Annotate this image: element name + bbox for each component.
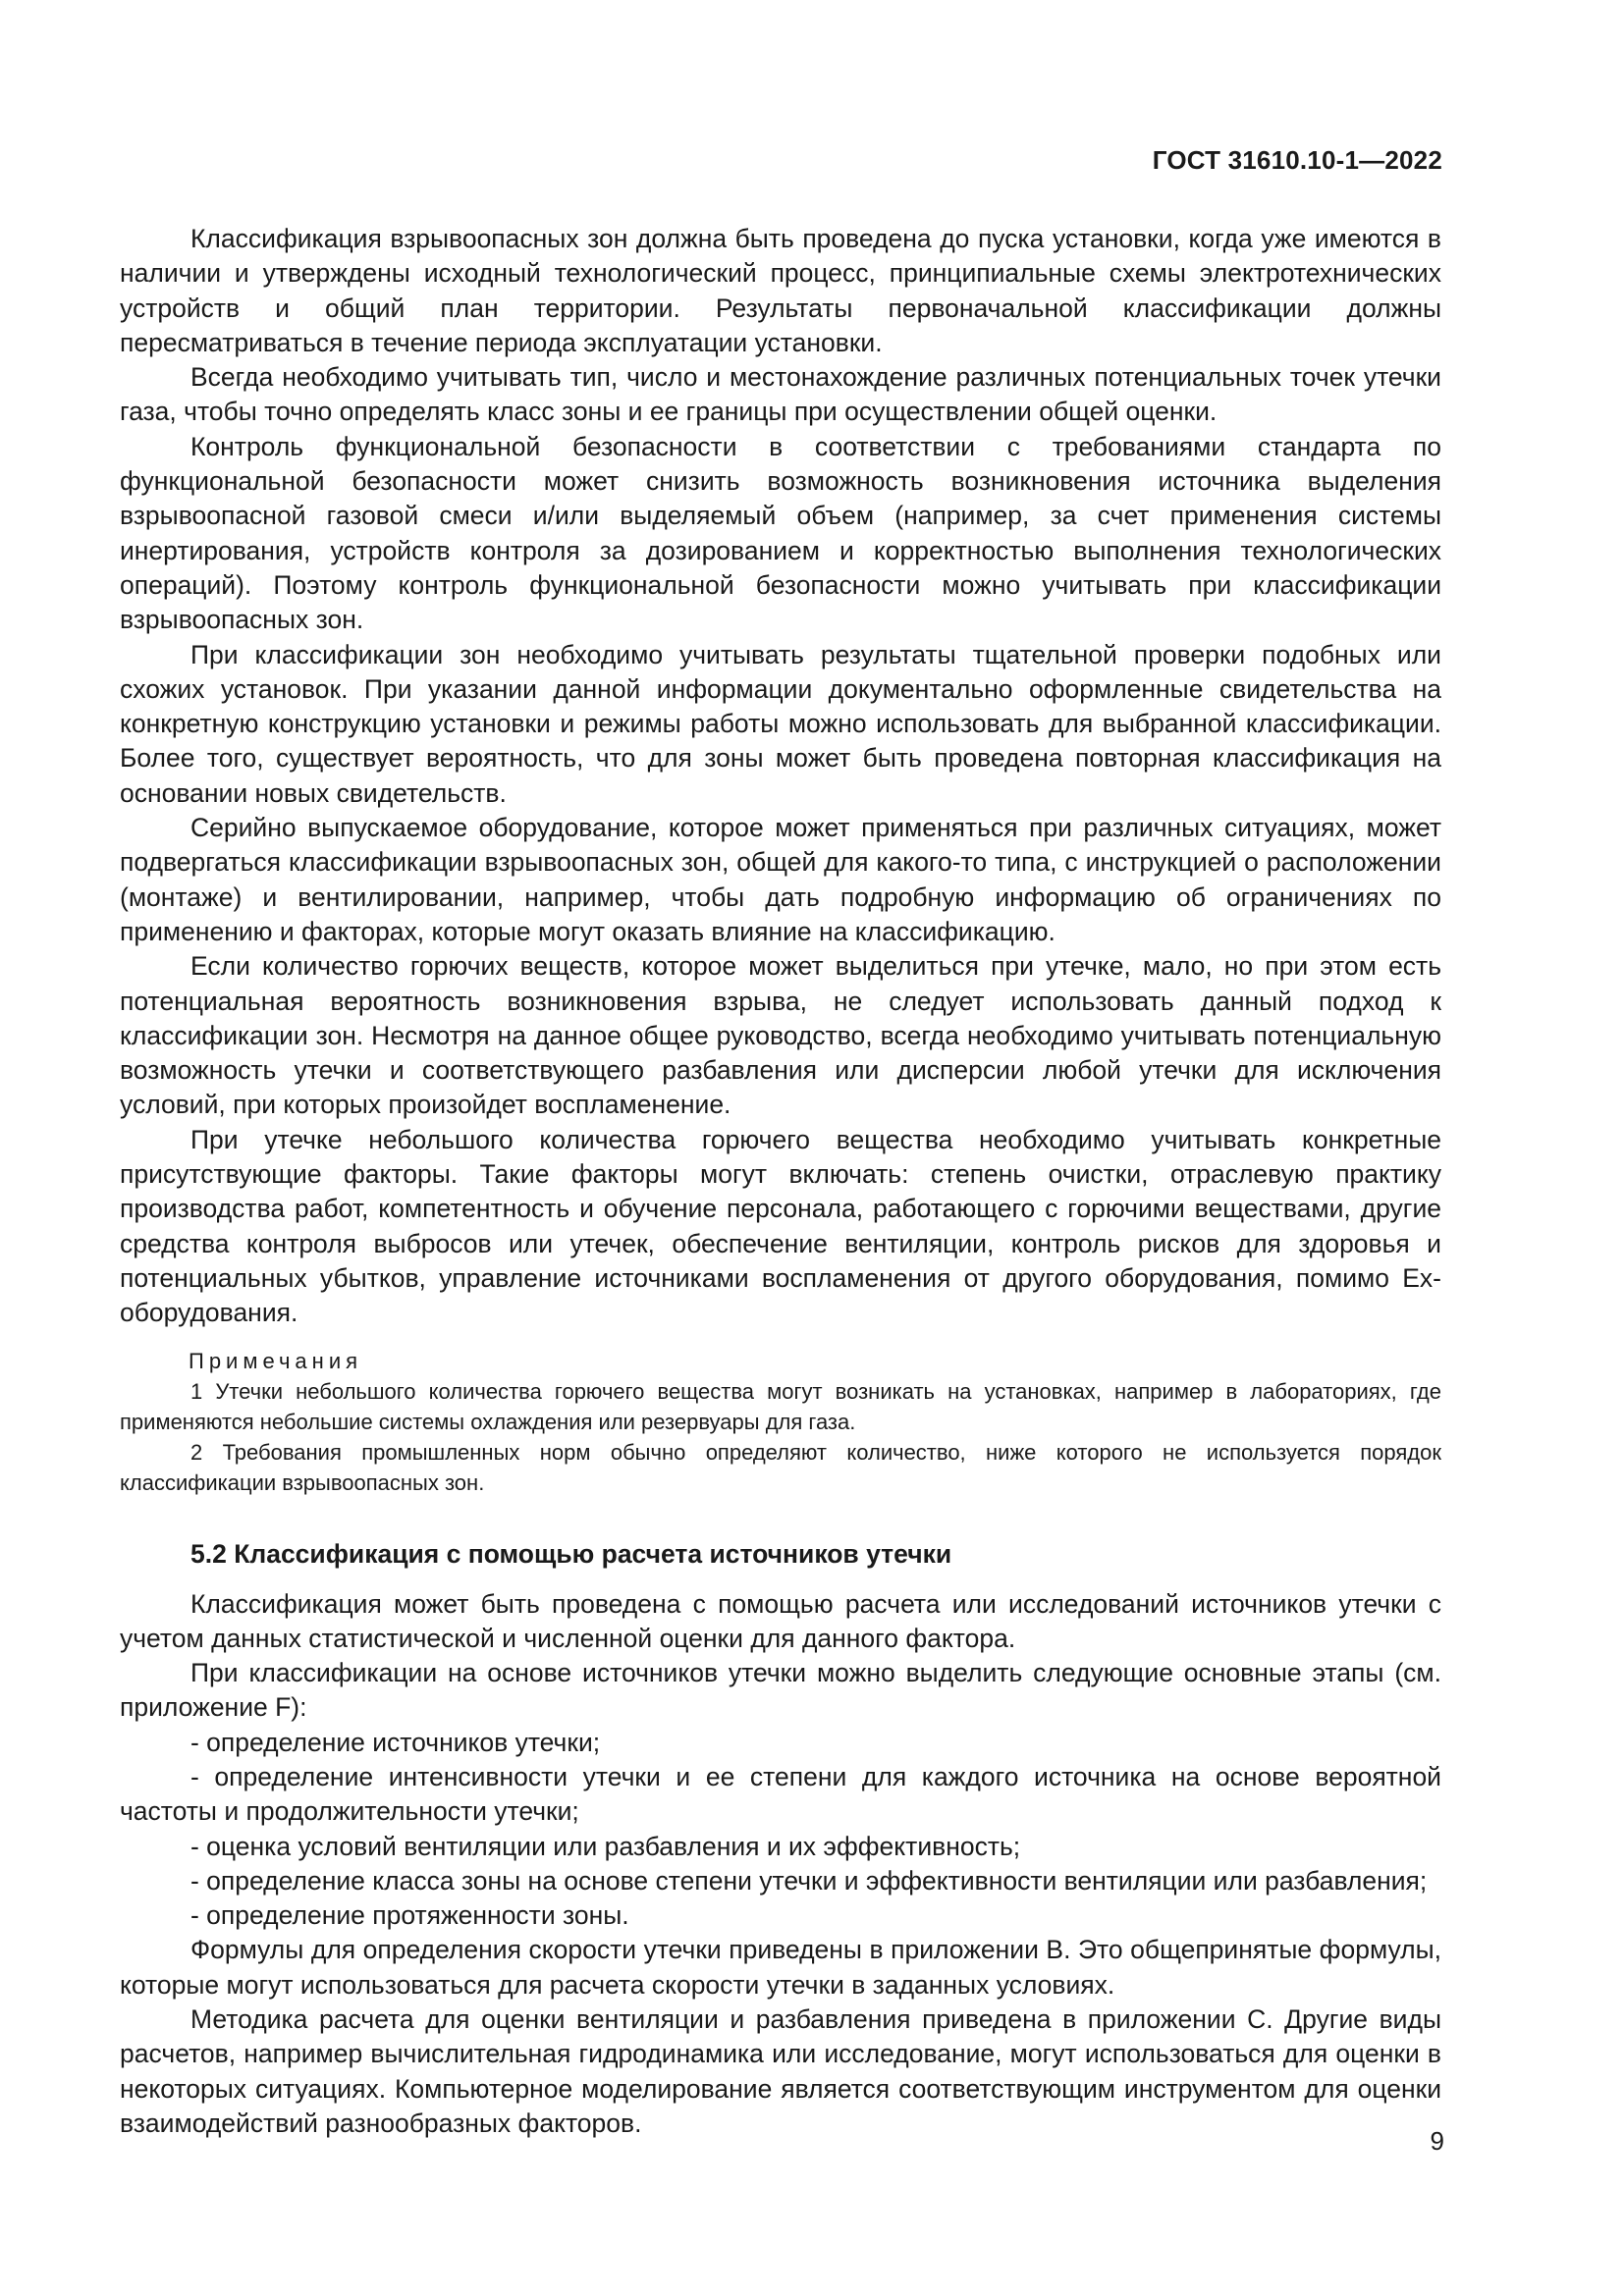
list-item: - определение интенсивности утечки и ее степени для каждого источника на основе вероятной частоты и продолжительности утечки; xyxy=(120,1761,1441,1827)
paragraph: Серийно выпускаемое оборудование, которое может применяться при различных ситуациях, может подвергаться классификации взрывоопасных зон, общей для какого-то типа, с инструкцией о расположении (монтаже) и вентилировании, например, чтобы дать подробную информацию об ограничениях по применению и факторах, которые могут оказать влияние на классификацию. xyxy=(120,813,1441,946)
main-content xyxy=(120,222,1441,2141)
note-item: 1 Утечки небольшого количества горючего вещества могут возникать на установках, например в лабораториях, где применяются небольшие системы охлаждения или резервуары для газа. xyxy=(120,1378,1441,1434)
page-number: 9 xyxy=(1430,2126,1444,2156)
paragraph: Если количество горючих веществ, которое может выделиться при утечке, мало, но при этом есть потенциальная вероятность возникновения взрыва, не следует использовать данный подход к классификации зон. Несмотря на данное общее руководство, всегда необходимо учитывать потенциальную возможность утечки и соответствующего разбавления или дисперсии любой утечки для исключения условий, при которых произойдет воспламенение. xyxy=(120,951,1441,1120)
paragraph: Классификация взрывоопасных зон должна быть проведена до пуска установки, когда уже имеются в наличии и утверждены исходный технологический процесс, принципиальные схемы электротехнических устройств и общий план территории. Результаты первоначальной классификации должны пересматриваться в течение периода эксплуатации установки. xyxy=(120,224,1441,357)
paragraph: Всегда необходимо учитывать тип, число и местонахождение различных потенциальных точек утечки газа, чтобы точно определять класс зоны и ее границы при осуществлении общей оценки. xyxy=(120,362,1441,427)
list-item: - определение источников утечки; xyxy=(190,1727,601,1757)
list-item: - определение класса зоны на основе степени утечки и эффективности вентиляции или разбавления; xyxy=(190,1865,1428,1896)
paragraph: При утечке небольшого количества горючего вещества необходимо учитывать конкретные присутствующие факторы. Такие факторы могут включать: степень очистки, отраслевую практику производства работ, компетентность и обучение персонала, работающего с горючими веществами, другие средства контроля выбросов или утечек, обеспечение вентиляции, контроль рисков для здоровья и потенциальных убытков, управление источниками воспламенения от другого оборудования, помимо Ex-оборудования. xyxy=(120,1124,1441,1328)
list-item: - оценка условий вентиляции или разбавления и их эффективность; xyxy=(190,1831,1021,1861)
paragraph: При классификации на основе источников утечки можно выделить следующие основные этапы (см. приложение F): xyxy=(120,1658,1441,1723)
notes-title: Примечания xyxy=(189,1348,363,1373)
paragraph: Формулы для определения скорости утечки приведены в приложении В. Это общепринятые формулы, которые могут использоваться для расчета скорости утечки в заданных условиях. xyxy=(120,1935,1441,2000)
paragraph: Классификация может быть проведена с помощью расчета или исследований источников утечки с учетом данных статистической и численной оценки для данного фактора. xyxy=(120,1588,1441,1653)
list-item: - определение протяженности зоны. xyxy=(190,1900,629,1931)
document-code-header: ГОСТ 31610.10-1—2022 xyxy=(1152,145,1442,175)
section-heading: 5.2 Классификация с помощью расчета источников утечки xyxy=(190,1538,952,1569)
paragraph: При классификации зон необходимо учитывать результаты тщательной проверки подобных или схожих установок. При указании данной информации документально оформленные свидетельства на конкретную конструкцию установки и режимы работы можно использовать для выбранной классификации. Более того, существует вероятность, что для зоны может быть проведена повторная классификация на основании новых свидетельств. xyxy=(120,639,1441,808)
note-item: 2 Требования промышленных норм обычно определяют количество, ниже которого не используется порядок классификации взрывоопасных зон. xyxy=(120,1439,1441,1495)
paragraph: Контроль функциональной безопасности в соответствии с требованиями стандарта по функциональной безопасности может снизить возможность возникновения источника выделения взрывоопасной газовой смеси и/или выделяемый объем (например, за счет применения системы инертирования, устройств контроля за дозированием и корректностью выполнения технологических операций). Поэтому контроль функциональной безопасности можно учитывать при классификации взрывоопасных зон. xyxy=(120,431,1441,635)
paragraph: Методика расчета для оценки вентиляции и разбавления приведена в приложении С. Другие виды расчетов, например вычислительная гидродинамика или исследование, могут использоваться для оценки в некоторых ситуациях. Компьютерное моделирование является соответствующим инструментом для оценки взаимодействий разнообразных факторов. xyxy=(120,2004,1441,2138)
